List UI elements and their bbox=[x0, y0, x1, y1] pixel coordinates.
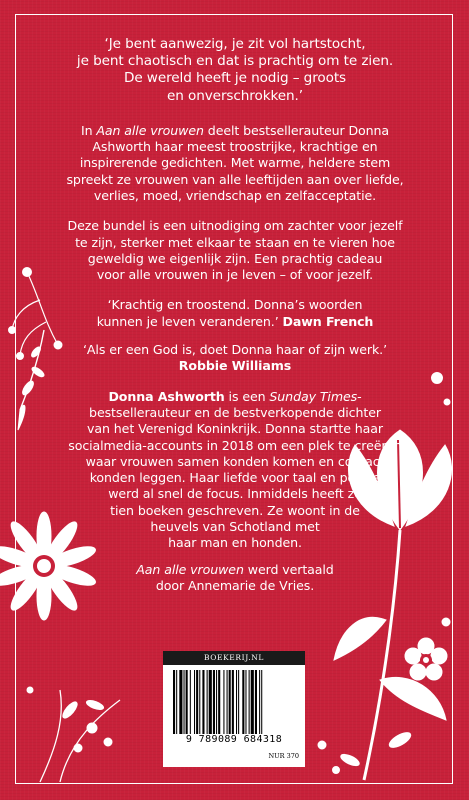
isbn-number: 9 789089 684318 bbox=[185, 734, 283, 745]
invitation-line: te zijn, sterker met elkaar te staan en te vieren hoe bbox=[75, 234, 395, 250]
ground-blossoms-icon bbox=[27, 687, 120, 782]
invitation-line: geweldig we eigenlijk zijn. Een prachtig cadeau bbox=[87, 250, 383, 266]
endorsement-robbie-williams bbox=[44, 342, 426, 375]
author-bio bbox=[44, 389, 426, 552]
opening-quote bbox=[44, 36, 426, 105]
intro-paragraph bbox=[44, 123, 426, 204]
book-title: Aan alle vrouwen bbox=[96, 122, 204, 138]
endorsement-line: ‘Als er een God is, doet Donna haar of zijn werk.’ bbox=[83, 342, 387, 358]
intro-pre: In bbox=[80, 122, 97, 138]
endorsement-text: kunnen je leven veranderen.’ bbox=[96, 313, 283, 329]
translation-line bbox=[44, 562, 426, 578]
quote-line: je bent chaotisch en dat is prachtig om te zien. bbox=[76, 53, 394, 70]
book-title: Aan alle vrouwen bbox=[136, 561, 244, 577]
invitation-line: voor alle vrouwen in je leven – of voor jezelf. bbox=[96, 267, 374, 283]
author-name: Donna Ashworth bbox=[108, 388, 225, 404]
intro-line: inspirerende gedichten. Met warme, heldere stem bbox=[79, 155, 391, 171]
quote-line: ‘Je bent aanwezig, je zit vol hartstocht, bbox=[104, 36, 366, 52]
quote-line: en onverschrokken.’ bbox=[167, 87, 303, 104]
bio-line: bestsellerauteur en de bestverkopende dichter bbox=[89, 404, 381, 420]
invitation-line: Deze bundel is een uitnodiging om zachter voor jezelf bbox=[67, 218, 403, 234]
publisher-label: BOEKERIJ.NL bbox=[163, 651, 305, 665]
barcode-bars bbox=[173, 670, 295, 734]
intro-line: spreekt ze vrouwen van alle leeftijden aan over liefde, bbox=[66, 171, 404, 187]
bio-line: socialmedia-accounts in 2018 om een plek te creëren bbox=[68, 437, 402, 453]
translation-credit bbox=[44, 562, 426, 595]
bio-line: werd al snel de focus. Inmiddels heeft ze bbox=[108, 486, 362, 502]
endorsement-author: Robbie Williams bbox=[178, 358, 292, 374]
bio-line: heuvels van Schotland met bbox=[150, 519, 320, 535]
bio-line: konden leggen. Haar liefde voor taal en poëzie bbox=[89, 470, 381, 486]
invitation-paragraph bbox=[44, 218, 426, 283]
bio-line: van het Verenigd Koninkrijk. Donna startte haar bbox=[87, 421, 383, 437]
back-cover-text bbox=[44, 36, 426, 594]
bio-text: - bbox=[357, 388, 362, 404]
translation-line: door Annemarie de Vries. bbox=[155, 577, 315, 593]
endorsement-author: Dawn French bbox=[282, 313, 374, 329]
endorsement-line bbox=[44, 314, 426, 330]
intro-line: verlies, moed, vriendschap en zelfacceptatie. bbox=[93, 188, 377, 203]
round-flower-icon bbox=[405, 638, 447, 680]
nur-code: NUR 370 bbox=[268, 752, 299, 760]
bio-italic: Sunday Times bbox=[269, 388, 358, 404]
endorsement-line: ‘Krachtig en troostend. Donna’s woorden bbox=[107, 297, 363, 313]
bio-line: waar vrouwen samen konden komen en contact bbox=[85, 453, 385, 469]
bio-text: is een bbox=[224, 388, 270, 404]
isbn-barcode bbox=[163, 651, 305, 767]
translation-text: werd vertaald bbox=[243, 561, 334, 577]
bio-line bbox=[44, 389, 426, 405]
intro-line bbox=[44, 123, 426, 139]
intro-line: Ashworth haar meest troostrijke, krachtige en bbox=[92, 139, 378, 155]
quote-line: De wereld heeft je nodig – groots bbox=[123, 70, 347, 87]
endorsement-dawn-french bbox=[44, 297, 426, 330]
bio-line: tien boeken geschreven. Ze woont in de bbox=[110, 502, 360, 518]
intro-post: deelt bestsellerauteur Donna bbox=[203, 122, 390, 138]
bio-line: haar man en honden. bbox=[168, 535, 302, 551]
